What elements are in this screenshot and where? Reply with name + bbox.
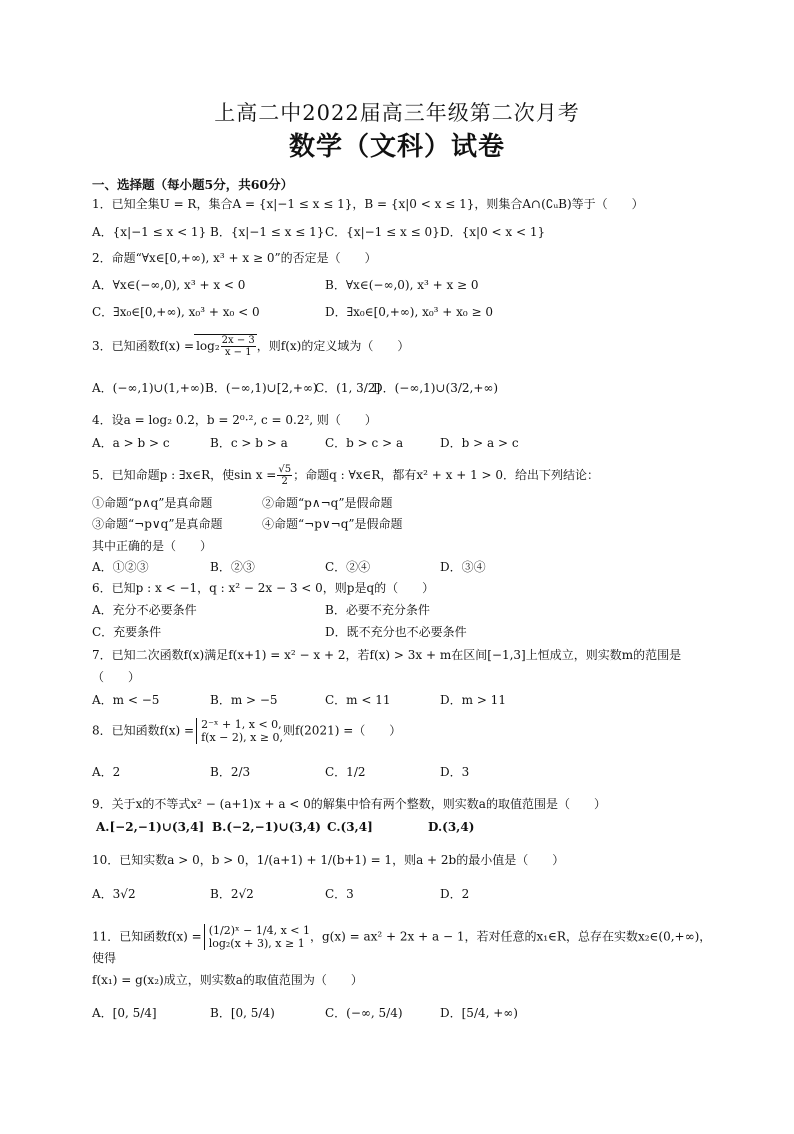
q11-option-c: C．(−∞, 5/4) <box>325 1006 403 1020</box>
q3-denominator: x − 1 <box>224 347 252 358</box>
q11-case-1: (1/2)ˣ − 1/4, x < 1 <box>208 924 310 937</box>
q5-question: 其中正确的是（ ） <box>92 539 213 553</box>
q3-text <box>92 334 409 358</box>
q2-option-a: A．∀x∈(−∞,0), x³ + x < 0 <box>92 278 246 292</box>
q1-text: 1．已知全集U = R，集合A = {x|−1 ≤ x ≤ 1}，B = {x|0 < x ≤ 1}，则集合A∩(∁ᵤB)等于（ ） <box>92 197 644 211</box>
q10-pre: 10．已知实数a > 0，b > 0， <box>92 853 257 867</box>
q7-paren: （ ） <box>92 670 141 684</box>
q11-option-b: B．[0, 5/4) <box>210 1006 275 1020</box>
q10-option-b: B．2√2 <box>210 887 254 901</box>
q8-option-b: B．2/3 <box>210 765 251 779</box>
q10-post: = 1，则a + 2b的最小值是（ ） <box>366 853 565 867</box>
q4-text: 4．设a = log₂ 0.2，b = 2⁰·², c = 0.2², 则（ ） <box>92 413 377 427</box>
q2-option-b: B．∀x∈(−∞,0), x³ + x ≥ 0 <box>325 278 479 292</box>
q6-option-d: D．既不充分也不必要条件 <box>325 625 467 639</box>
q5-statement-4: ④命题“¬p∨¬q”是假命题 <box>262 517 403 531</box>
q3-fraction <box>221 335 256 358</box>
q9-text: 9．关于x的不等式x² − (a+1)x + a < 0的解集中恰有两个整数，则实数a的取值范围是（ ） <box>92 797 606 811</box>
q10-fraction-1: 1/(a+1) <box>256 853 303 867</box>
q5-option-c: C．②④ <box>325 560 371 574</box>
q3-radical <box>194 334 257 358</box>
q7-text: 7．已知二次函数f(x)满足f(x+1) = x² − x + 2，若f(x) > 3x + m在区间[−1,3]上恒成立，则实数m的范围是 <box>92 648 682 662</box>
q5-statement-1: ①命题“p∧q”是真命题 <box>92 496 213 510</box>
q11-piecewise <box>204 924 310 950</box>
q6-text: 6．已知p : x < −1，q : x² − 2x − 3 < 0，则p是q的（ ） <box>92 581 435 595</box>
section-heading: 一、选择题（每小题5分，共60分） <box>92 177 294 192</box>
q5-statement-2: ②命题“p∧¬q”是假命题 <box>262 496 393 510</box>
q5-numerator: √5 <box>278 464 292 475</box>
q2-option-d: D．∃x₀∈[0,+∞), x₀³ + x₀ ≥ 0 <box>325 305 494 319</box>
q8-piecewise <box>196 718 283 744</box>
q8-case-2: f(x − 2), x ≥ 0, <box>201 731 284 744</box>
q10-option-c: C．3 <box>325 887 354 901</box>
q1-option-d: D．{x|0 < x < 1} <box>440 225 546 239</box>
q11-line-2: f(x₁) = g(x₂)成立，则实数a的取值范围为（ ） <box>92 973 363 987</box>
q5-option-d: D．③④ <box>440 560 486 574</box>
q5-denominator: 2 <box>281 476 288 487</box>
q3-log: log₂ <box>196 339 220 353</box>
q8-pre: 8．已知函数f(x) = <box>92 723 195 738</box>
q5-statement-3: ③命题“¬p∨q”是真命题 <box>92 517 223 531</box>
q4-option-c: C．b > c > a <box>325 436 404 450</box>
q8-option-d: D．3 <box>440 765 470 779</box>
q1-option-b: B．{x|−1 ≤ x ≤ 1} <box>210 225 325 239</box>
q9-option-c: C.(3,4] <box>327 820 373 834</box>
q2-text: 2．命题“∀x∈[0,+∞), x³ + x ≥ 0”的否定是（ ） <box>92 251 377 265</box>
q7-option-a: A．m < −5 <box>92 693 160 707</box>
q1-option-c: C．{x|−1 ≤ x ≤ 0} <box>325 225 440 239</box>
q9-option-b: B.(−2,−1)∪(3,4) <box>212 820 321 834</box>
q3-numerator: 2x − 3 <box>221 335 255 346</box>
q3-option-c: C．(1, 3/2] <box>315 381 381 395</box>
q11-mid: ，g(x) = ax² + 2x + a − 1，若对任意的x₁∈R，总存在实数x₂∈(0,+∞)，使得 <box>92 929 712 965</box>
q4-option-b: B．c > b > a <box>210 436 288 450</box>
q5-pre: 5．已知命题p : ∃x∈R，使sin x = <box>92 468 277 482</box>
q1-option-a: A．{x|−1 ≤ x < 1} <box>92 225 207 239</box>
q5-option-a: A．①②③ <box>92 560 149 574</box>
q5-fraction <box>277 464 292 487</box>
exam-title: 上高二中2022届高三年级第二次月考 <box>214 101 580 125</box>
q10-text: 10．已知实数a > 0，b > 0，1/(a+1) + 1/(b+1) = 1，则a + 2b的最小值是（ ） <box>92 853 565 867</box>
q7-option-c: C．m < 11 <box>325 693 391 707</box>
q11-case-2: log₂(x + 3), x ≥ 1 <box>208 937 305 950</box>
q9-option-d: D.(3,4) <box>428 820 475 834</box>
q6-option-a: A．充分不必要条件 <box>92 603 197 617</box>
q5-option-b: B．②③ <box>210 560 255 574</box>
q11-option-d: D．[5/4, +∞) <box>440 1006 518 1020</box>
q10-option-a: A．3√2 <box>92 887 136 901</box>
q8-option-a: A．2 <box>92 765 121 779</box>
q8-post: 则f(2021) =（ ） <box>283 723 402 738</box>
q4-option-d: D．b > a > c <box>440 436 519 450</box>
q3-option-d: D．(−∞,1)∪(3/2,+∞) <box>373 381 499 395</box>
q10-option-d: D．2 <box>440 887 470 901</box>
q11-pre: 11．已知函数f(x) = <box>92 929 202 944</box>
q8-case-1: 2⁻ˣ + 1, x < 0, <box>201 718 282 731</box>
q11-text <box>92 924 712 966</box>
q3-pre: 3．已知函数f(x) = <box>92 339 195 353</box>
q3-option-b: B．(−∞,1)∪[2,+∞) <box>205 381 318 395</box>
q7-option-b: B．m > −5 <box>210 693 278 707</box>
q8-text <box>92 718 401 744</box>
q5-post: ；命题q : ∀x∈R，都有x² + x + 1 > 0．给出下列结论： <box>293 468 600 482</box>
q6-option-b: B．必要不充分条件 <box>325 603 430 617</box>
q7-option-d: D．m > 11 <box>440 693 506 707</box>
q3-option-a: A．(−∞,1)∪(1,+∞) <box>92 381 205 395</box>
q6-option-c: C．充要条件 <box>92 625 162 639</box>
exam-subtitle: 数学（文科）试卷 <box>288 132 505 162</box>
q9-option-a: A.[−2,−1)∪(3,4] <box>96 820 205 834</box>
q8-option-c: C．1/2 <box>325 765 366 779</box>
q3-post: ，则f(x)的定义域为（ ） <box>256 339 410 353</box>
q4-option-a: A．a > b > c <box>92 436 170 450</box>
q11-option-a: A．[0, 5/4] <box>92 1006 157 1020</box>
q5-text <box>92 464 599 487</box>
q2-option-c: C．∃x₀∈[0,+∞), x₀³ + x₀ < 0 <box>92 305 260 319</box>
q10-fraction-2: 1/(b+1) <box>320 853 367 867</box>
